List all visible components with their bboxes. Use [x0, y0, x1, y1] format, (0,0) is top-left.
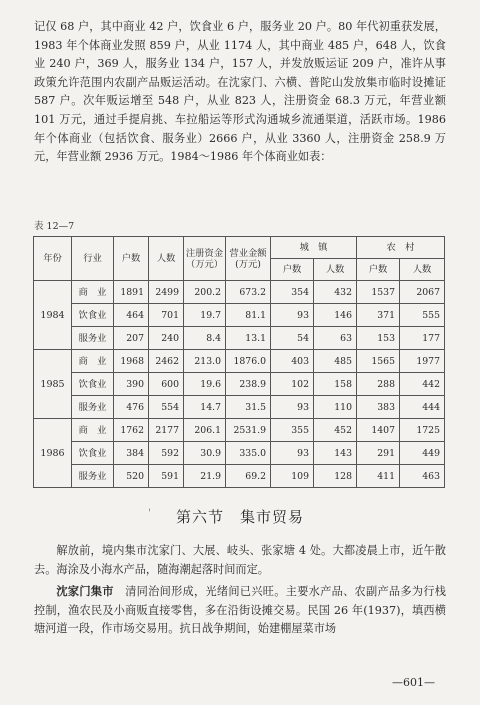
industry-cell: 商 业: [72, 281, 114, 304]
header-urban-people: 人数: [314, 259, 357, 281]
industry-cell: 服务业: [72, 465, 114, 488]
urban-people-cell: 110: [314, 396, 357, 419]
paragraph-body: 清同治间形成，光绪间已兴旺。主要水产品、农副产品多为行栈控制，渔农民及小商贩直接零售，多在沿街设摊交易。民国 26 年(1937)，填西横塘河道一段，作市场交易用。抗日战争期间，始建棚屋菜市场: [34, 585, 446, 636]
industry-cell: 服务业: [72, 327, 114, 350]
industry-cell: 商 业: [72, 350, 114, 373]
rural-households-cell: 288: [357, 373, 400, 396]
rural-people-cell: 1977: [400, 350, 445, 373]
rural-households-cell: 411: [357, 465, 400, 488]
people-cell: 2499: [149, 281, 184, 304]
table-row: [34, 350, 445, 373]
revenue-cell: 81.1: [226, 304, 271, 327]
revenue-cell: 2531.9: [226, 419, 271, 442]
table-row: [34, 327, 445, 350]
urban-people-cell: 143: [314, 442, 357, 465]
industry-cell: 服务业: [72, 396, 114, 419]
page-number: —601—: [392, 676, 435, 689]
capital-cell: 8.4: [184, 327, 226, 350]
header-people: 人数: [149, 237, 184, 281]
rural-people-cell: 463: [400, 465, 445, 488]
capital-cell: 200.2: [184, 281, 226, 304]
rural-households-cell: 1537: [357, 281, 400, 304]
rural-people-cell: 1725: [400, 419, 445, 442]
urban-households-cell: 93: [271, 442, 314, 465]
industry-cell: 饮食业: [72, 304, 114, 327]
urban-people-cell: 63: [314, 327, 357, 350]
households-cell: 390: [114, 373, 149, 396]
urban-households-cell: 109: [271, 465, 314, 488]
intro-paragraph: 记仅 68 户，其中商业 42 户，饮食业 6 户，服务业 20 户。80 年代初重获发展，1983 年个体商业发照 859 户，从业 1174 人，其中商业 485 户，648 人，饮食业 240 户，369 人，服务业 134 户，157 人，并发放贩运证 209 户，准许从事政策允许范围内农副产品贩运活动。在沈家门、六横、普陀山发放集市临时设摊证 587 户。次年贩运增至 548 户，从业 823 人，注册资金 68.3 万元，年营业额 101 万元，通过手提肩挑、车拉船运等形式沟通城乡流通渠道，活跃市场。1986 年个体商业（包括饮食、服务业）2666 户，从业 3360 人，注册资金 258.9 万元，年营业额 2936 万元。1984～1986 年个体商业如表：: [34, 20, 446, 164]
capital-cell: 21.9: [184, 465, 226, 488]
industry-cell: 饮食业: [72, 442, 114, 465]
people-cell: 2462: [149, 350, 184, 373]
header-rural-people: 人数: [400, 259, 445, 281]
revenue-cell: 13.1: [226, 327, 271, 350]
year-cell: 1985: [34, 350, 72, 419]
people-cell: 591: [149, 465, 184, 488]
people-cell: 2177: [149, 419, 184, 442]
table-row: [34, 396, 445, 419]
revenue-cell: 1876.0: [226, 350, 271, 373]
rural-households-cell: 383: [357, 396, 400, 419]
people-cell: 240: [149, 327, 184, 350]
year-cell: 1986: [34, 419, 72, 488]
rural-people-cell: 442: [400, 373, 445, 396]
industry-cell: 商 业: [72, 419, 114, 442]
households-cell: 207: [114, 327, 149, 350]
section-heading: [0, 506, 480, 527]
rural-people-cell: 555: [400, 304, 445, 327]
urban-households-cell: 54: [271, 327, 314, 350]
urban-people-cell: 158: [314, 373, 357, 396]
urban-households-cell: 403: [271, 350, 314, 373]
individual-business-table: [33, 236, 445, 488]
rural-households-cell: 1565: [357, 350, 400, 373]
people-cell: 554: [149, 396, 184, 419]
header-urban: 城 镇: [271, 237, 357, 259]
table-row: [34, 465, 445, 488]
households-cell: 476: [114, 396, 149, 419]
section-mark: ': [148, 508, 152, 519]
rural-people-cell: 449: [400, 442, 445, 465]
header-households: 户数: [114, 237, 149, 281]
households-cell: 1968: [114, 350, 149, 373]
header-capital: 注册资金（万元）: [184, 237, 226, 281]
revenue-cell: 69.2: [226, 465, 271, 488]
capital-cell: 19.7: [184, 304, 226, 327]
urban-people-cell: 146: [314, 304, 357, 327]
households-cell: 1762: [114, 419, 149, 442]
capital-cell: 19.6: [184, 373, 226, 396]
rural-households-cell: 371: [357, 304, 400, 327]
table-label: 表 12—7: [34, 221, 75, 232]
rural-people-cell: 2067: [400, 281, 445, 304]
header-rural: 农 村: [357, 237, 445, 259]
rural-people-cell: 177: [400, 327, 445, 350]
paragraph-heading: 沈家门集市: [56, 585, 114, 598]
urban-households-cell: 93: [271, 304, 314, 327]
header-revenue: 营业金额(万元): [226, 237, 271, 281]
capital-cell: 30.9: [184, 442, 226, 465]
rural-households-cell: 291: [357, 442, 400, 465]
shenjiamen-market-paragraph: [34, 583, 446, 639]
urban-households-cell: 354: [271, 281, 314, 304]
households-cell: 384: [114, 442, 149, 465]
rural-households-cell: 1407: [357, 419, 400, 442]
urban-people-cell: 128: [314, 465, 357, 488]
revenue-cell: 673.2: [226, 281, 271, 304]
table-row: [34, 281, 445, 304]
header-rural-households: 户数: [357, 259, 400, 281]
urban-people-cell: 452: [314, 419, 357, 442]
industry-cell: 饮食业: [72, 373, 114, 396]
urban-households-cell: 93: [271, 396, 314, 419]
table-row: [34, 442, 445, 465]
table-body: [34, 281, 445, 488]
header-industry: 行业: [72, 237, 114, 281]
people-cell: 600: [149, 373, 184, 396]
header-year: 年份: [34, 237, 72, 281]
urban-people-cell: 432: [314, 281, 357, 304]
households-cell: 520: [114, 465, 149, 488]
urban-households-cell: 355: [271, 419, 314, 442]
section-title: 第六节 集市贸易: [175, 508, 304, 526]
capital-cell: 206.1: [184, 419, 226, 442]
capital-cell: 213.0: [184, 350, 226, 373]
revenue-cell: 31.5: [226, 396, 271, 419]
urban-people-cell: 485: [314, 350, 357, 373]
urban-households-cell: 102: [271, 373, 314, 396]
header-urban-households: 户数: [271, 259, 314, 281]
table-row: [34, 419, 445, 442]
year-cell: 1984: [34, 281, 72, 350]
table-row: [34, 304, 445, 327]
rural-households-cell: 153: [357, 327, 400, 350]
households-cell: 464: [114, 304, 149, 327]
rural-people-cell: 444: [400, 396, 445, 419]
table-row: [34, 373, 445, 396]
people-cell: 592: [149, 442, 184, 465]
revenue-cell: 238.9: [226, 373, 271, 396]
people-cell: 701: [149, 304, 184, 327]
market-intro-paragraph: 解放前，境内集市沈家门、大展、岐头、张家塘 4 处。大都凌晨上市，近午散去。海涂及小海水产品，随海潮起落时间而定。: [34, 544, 446, 576]
revenue-cell: 335.0: [226, 442, 271, 465]
households-cell: 1891: [114, 281, 149, 304]
capital-cell: 14.7: [184, 396, 226, 419]
